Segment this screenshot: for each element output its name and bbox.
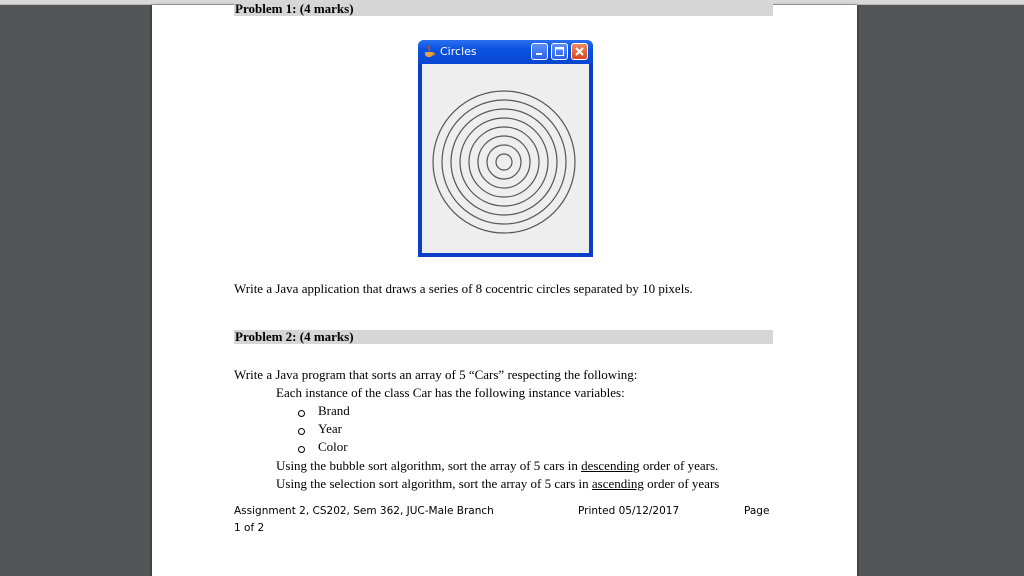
java-coffee-cup-icon (423, 45, 435, 58)
task-bubble-sort (276, 458, 718, 473)
circles-group (433, 91, 575, 233)
bullet-icon (298, 410, 305, 417)
circles-window-figure (418, 40, 593, 257)
footer-page-label: Page (744, 505, 770, 517)
footer-printed-date: Printed 05/12/2017 (578, 505, 680, 517)
footer-page-number: 1 of 2 (234, 522, 265, 534)
window-title: Circles (440, 45, 477, 58)
circles-canvas (422, 64, 589, 253)
maximize-icon (552, 44, 567, 59)
task-text: order of years (643, 476, 720, 491)
concentric-circles-drawing (422, 64, 589, 253)
task-text: Using the bubble sort algorithm, sort the array of 5 cars in (276, 458, 582, 473)
bullet-icon (298, 428, 305, 435)
close-button[interactable] (571, 43, 588, 60)
task-text: order of years. (639, 458, 719, 473)
window-title-bar (418, 40, 593, 64)
variable-color: Color (318, 439, 348, 454)
emphasis-ascending: ascending (591, 476, 644, 491)
document-page (152, 1, 857, 576)
task-selection-sort (276, 476, 719, 491)
variable-year: Year (318, 421, 342, 436)
maximize-button[interactable] (551, 43, 568, 60)
footer-assignment: Assignment 2, CS202, Sem 362, JUC-Male Branch (234, 505, 494, 517)
problem-2-intro: Write a Java program that sorts an array of 5 “Cars” respecting the following: (234, 367, 638, 382)
emphasis-descending: descending (581, 458, 640, 473)
problem-1-description: Write a Java application that draws a series of 8 cocentric circles separated by 10 pixels. (234, 281, 693, 296)
car-class-description: Each instance of the class Car has the following instance variables: (276, 385, 625, 400)
task-text: Using the selection sort algorithm, sort the array of 5 cars in (276, 476, 592, 491)
minimize-button[interactable] (531, 43, 548, 60)
problem-2-heading: Problem 2: (4 marks) (234, 330, 773, 344)
variable-brand: Brand (318, 403, 350, 418)
problem-1-heading: Problem 1: (4 marks) (234, 2, 773, 16)
close-icon (572, 44, 587, 59)
bullet-icon (298, 446, 305, 453)
minimize-icon (532, 44, 547, 59)
